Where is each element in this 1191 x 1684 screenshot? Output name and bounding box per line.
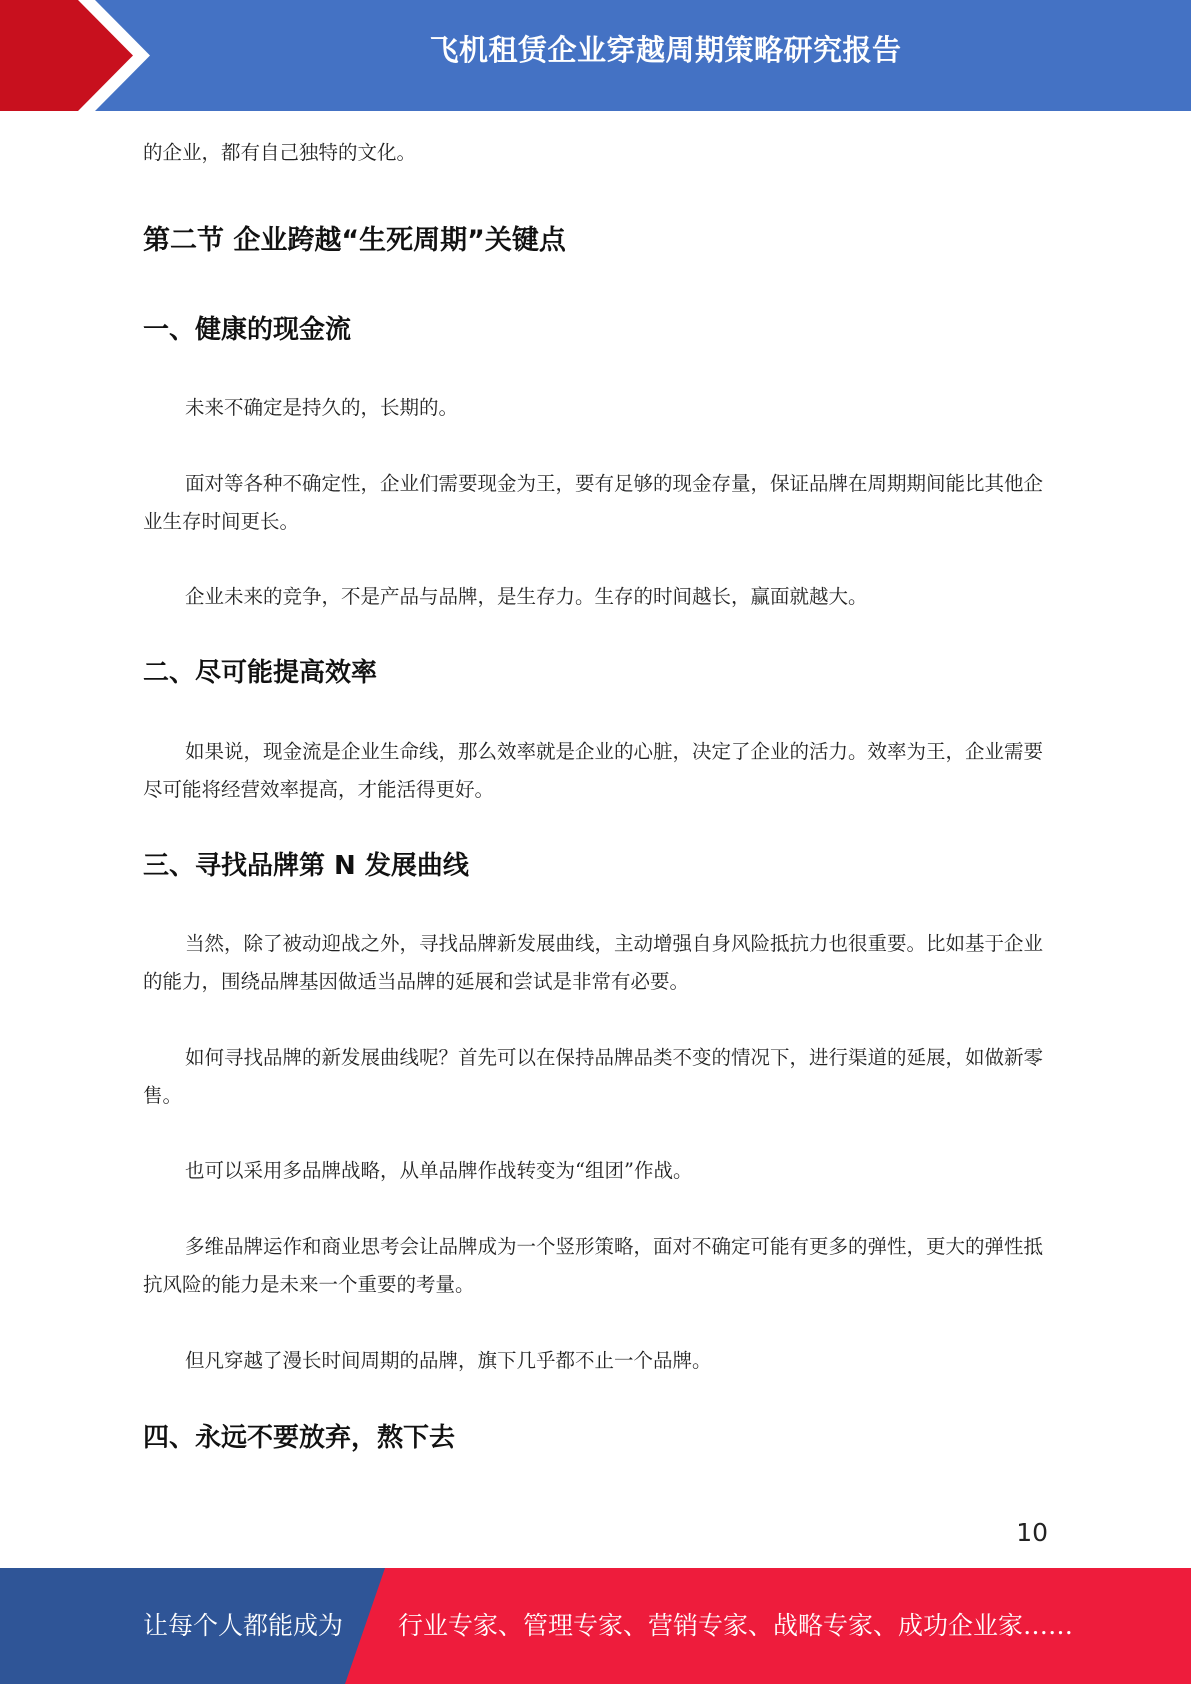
section-title: 第二节 企业跨越“生死周期”关键点	[143, 225, 566, 256]
part3-paragraph-4: 多维品牌运作和商业思考会让品牌成为一个竖形策略，面对不确定可能有更多的弹性，更大的弹性抵抗风险的能力是未来一个重要的考量。	[143, 1235, 1044, 1296]
page-number: 10	[1016, 1518, 1048, 1547]
page-footer	[0, 1568, 1191, 1684]
part1-heading: 一、健康的现金流	[143, 315, 352, 345]
page-header	[0, 0, 1191, 111]
part3-paragraph-3: 也可以采用多品牌战略，从单品牌作战转变为“组团”作战。	[185, 1159, 693, 1182]
part2-heading: 二、尽可能提高效率	[143, 658, 378, 688]
intro-paragraph: 的企业，都有自己独特的文化。	[143, 141, 417, 164]
report-title: 飞机租赁企业穿越周期策略研究报告	[429, 33, 902, 67]
part3-paragraph-2: 如何寻找品牌的新发展曲线呢？首先可以在保持品牌品类不变的情况下，进行渠道的延展，如做新零售。	[143, 1046, 1044, 1107]
part1-paragraph-1: 未来不确定是持久的，长期的。	[185, 396, 459, 419]
part4-heading: 四、永远不要放弃，熬下去	[143, 1423, 456, 1453]
part3-heading: 三、寻找品牌第 N 发展曲线	[143, 851, 469, 881]
part2-paragraph-1: 如果说，现金流是企业生命线，那么效率就是企业的心脏，决定了企业的活力。效率为王，企业需要尽可能将经营效率提高，才能活得更好。	[143, 740, 1044, 801]
part1-paragraph-3: 企业未来的竞争，不是产品与品牌，是生存力。生存的时间越长，赢面就越大。	[185, 585, 868, 608]
part1-paragraph-2: 面对等各种不确定性，企业们需要现金为王，要有足够的现金存量，保证品牌在周期期间能比其他企业生存时间更长。	[143, 472, 1044, 533]
footer-slogan-right: 行业专家、管理专家、营销专家、战略专家、成功企业家……	[398, 1611, 1074, 1640]
part3-paragraph-5: 但凡穿越了漫长时间周期的品牌，旗下几乎都不止一个品牌。	[185, 1349, 712, 1372]
part3-paragraph-1: 当然，除了被动迎战之外，寻找品牌新发展曲线，主动增强自身风险抵抗力也很重要。比如基于企业的能力，围绕品牌基因做适当品牌的延展和尝试是非常有必要。	[143, 932, 1044, 993]
footer-slogan-left: 让每个人都能成为	[143, 1611, 344, 1640]
